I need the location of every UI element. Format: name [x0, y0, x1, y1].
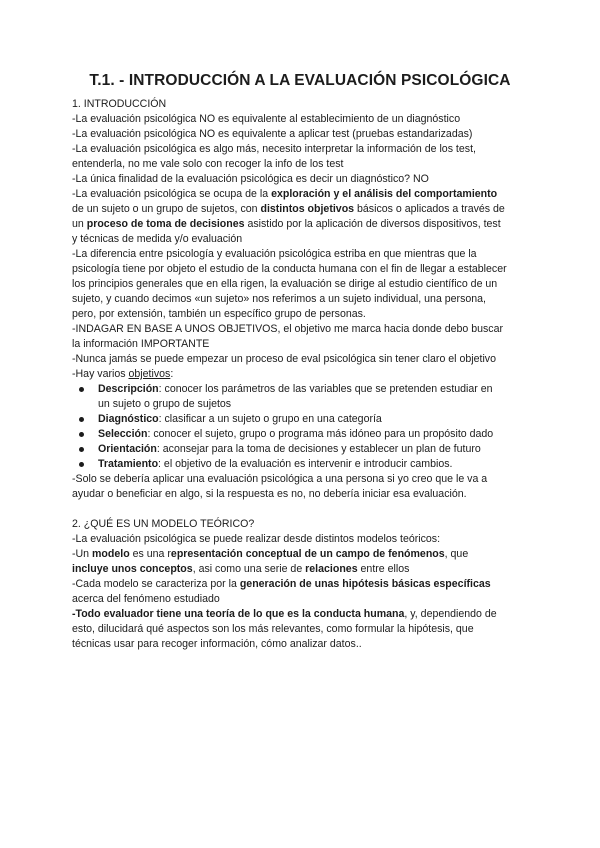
text-run: -Cada modelo se caracteriza por la	[72, 578, 240, 590]
paragraph-line: -La evaluación psicológica NO es equivalente a aplicar test (pruebas estandarizadas)	[72, 128, 473, 140]
paragraph-line: -La evaluación psicológica se puede realizar desde distintos modelos teóricos:	[72, 533, 441, 545]
text-run: :	[170, 368, 174, 380]
text-run: básicos o aplicados a través de	[354, 203, 505, 215]
bullet-term: Tratamiento	[98, 458, 159, 470]
section-heading-introduccion: 1. INTRODUCCIÓN	[72, 98, 167, 110]
paragraph-line: entenderla, no me vale solo con recoger la info de los test	[72, 158, 344, 170]
section-heading-modelo-teorico: 2. ¿QUÉ ES UN MODELO TEÓRICO?	[72, 518, 255, 530]
paragraph-line: -Solo se debería aplicar una evaluación psicológica a una persona si yo creo que le va a	[72, 473, 488, 485]
paragraph-line: la información IMPORTANTE	[72, 338, 210, 350]
bullet-text: : clasificar a un sujeto o grupo en una categoría	[158, 413, 382, 425]
bullet-term: Diagnóstico	[98, 413, 159, 425]
paragraph-line: -La diferencia entre psicología y evaluación psicológica estriba en que mientras que la	[72, 248, 477, 260]
bold-text: proceso de toma de decisiones	[86, 218, 245, 230]
list-item	[72, 427, 534, 442]
paragraph-line	[72, 577, 534, 592]
paragraph-line: ayudar o beneficiar en algo, si la respuesta es no, no debería iniciar esa evaluación.	[72, 488, 467, 500]
text-run: , asi como una serie de	[192, 563, 306, 575]
text-run: asistido por la aplicación de diversos dispositivos, test	[244, 218, 501, 230]
paragraph-line	[72, 547, 534, 562]
list-item	[72, 442, 534, 457]
bold-text: epresentación conceptual de un campo de fenómenos	[170, 548, 445, 560]
paragraph-line: -La única finalidad de la evaluación psicológica es decir un diagnóstico? NO	[72, 173, 429, 185]
bullet-continuation: un sujeto o grupo de sujetos	[98, 398, 232, 410]
objectives-list	[72, 382, 534, 472]
text-run: es una r	[129, 548, 171, 560]
bullet-term: Selección	[98, 428, 148, 440]
paragraph-line: pero, por extensión, también un específico grupo de personas.	[72, 308, 366, 320]
paragraph-line: esto, dilucidará qué aspectos son los más relevantes, como formular la hipótesis, que	[72, 623, 474, 635]
underlined-text: objetivos	[128, 368, 171, 380]
paragraph-line: -La evaluación psicológica es algo más, necesito interpretar la información de los test,	[72, 143, 476, 155]
text-run: entre ellos	[357, 563, 410, 575]
bold-text: incluye unos conceptos	[72, 563, 193, 575]
bullet-text: : el objetivo de la evaluación es intervenir e introducir cambios.	[158, 458, 453, 470]
paragraph-line: -INDAGAR EN BASE A UNOS OBJETIVOS, el objetivo me marca hacia donde debo buscar	[72, 323, 503, 335]
document-body	[72, 97, 534, 652]
bullet-term: Orientación	[98, 443, 157, 455]
paragraph-line	[72, 202, 534, 217]
text-run: -Hay varios	[72, 368, 129, 380]
list-item	[72, 382, 534, 412]
page-title: T.1. - INTRODUCCIÓN A LA EVALUACIÓN PSICOLÓGICA	[89, 72, 511, 89]
bold-text: exploración y el análisis del comportamiento	[271, 188, 498, 200]
paragraph-line	[72, 187, 534, 202]
paragraph-line: acerca del fenómeno estudiado	[72, 593, 220, 605]
bullet-text: : aconsejar para la toma de decisiones y establecer un plan de futuro	[156, 443, 481, 455]
bold-text: distintos objetivos	[260, 203, 355, 215]
text-run: , y, dependiendo de	[404, 608, 497, 620]
paragraph-line	[72, 217, 534, 232]
bullet-term: Descripción	[98, 383, 159, 395]
text-run: un	[72, 218, 87, 230]
paragraph-line: los principios generales que en ella rigen, la evaluación se dirige al estudio científico de un	[72, 278, 498, 290]
paragraph-line	[72, 367, 534, 382]
paragraph-line: técnicas usar para recoger información, cómo analizar datos..	[72, 638, 362, 650]
bold-text: generación de unas hipótesis básicas específicas	[239, 578, 491, 590]
paragraph-line	[72, 607, 534, 622]
list-item	[72, 412, 534, 427]
paragraph-line: y técnicas de medida y/o evaluación	[72, 233, 243, 245]
paragraph-line	[72, 562, 534, 577]
paragraph-line: psicología tiene por objeto el estudio de la conducta humana con el fin de llegar a establecer	[72, 263, 507, 275]
paragraph-line: sujeto, y cuando decimos «un sujeto» nos referimos a un sujeto individual, una persona,	[72, 293, 486, 305]
paragraph-line: -La evaluación psicológica NO es equivalente al establecimiento de un diagnóstico	[72, 113, 461, 125]
bullet-text: : conocer los parámetros de las variables que se pretenden estudiar en	[158, 383, 493, 395]
text-run: -Un	[72, 548, 93, 560]
text-run: , que	[444, 548, 469, 560]
text-run: -La evaluación psicológica se ocupa de la	[72, 188, 272, 200]
section-gap	[72, 502, 534, 517]
text-run: de un sujeto o un grupo de sujetos, con	[72, 203, 261, 215]
bold-text: modelo	[92, 548, 130, 560]
bullet-text: : conocer el sujeto, grupo o programa más idóneo para un propósito dado	[147, 428, 494, 440]
bold-text: relaciones	[305, 563, 358, 575]
paragraph-line: -Nunca jamás se puede empezar un proceso de eval psicológica sin tener claro el objetivo	[72, 353, 496, 365]
list-item	[72, 457, 534, 472]
bold-text: -Todo evaluador tiene una teoría de lo que es la conducta humana	[72, 608, 405, 620]
